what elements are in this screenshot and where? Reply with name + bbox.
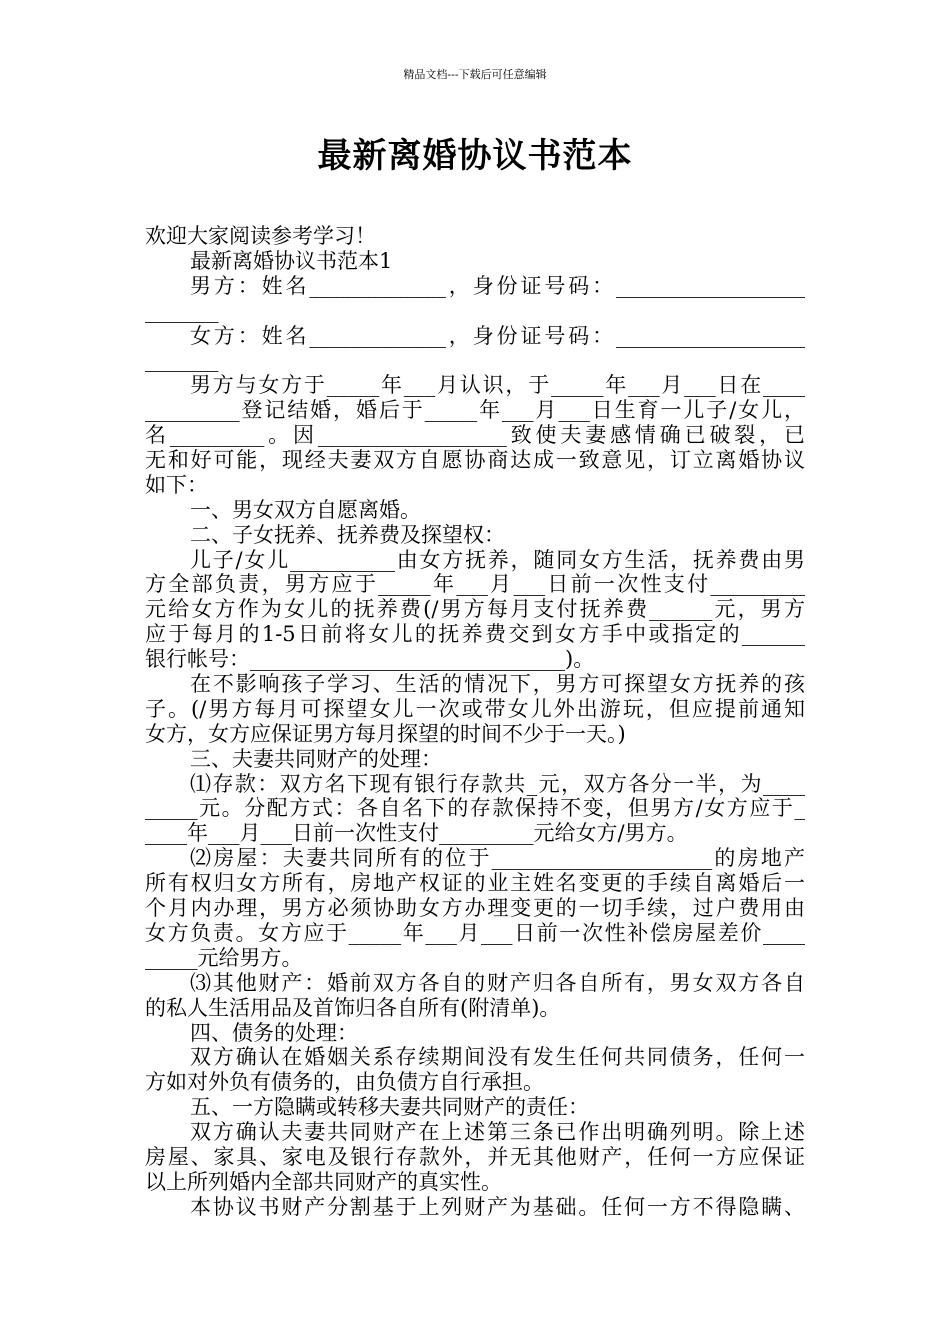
paragraph-line: 方全部负责，男方应于_____年___月___日前一次性支付_________	[145, 572, 805, 597]
document-title: 最新离婚协议书范本	[317, 136, 633, 176]
paragraph-line: 子。(/男方每月可探望女儿一次或带女儿外出游玩，但应提前通知	[145, 696, 805, 721]
paragraph-line: 个月内办理，男方必须协助女方办理变更的一切手续，过户费用由	[145, 896, 805, 921]
paragraph-line: 元给女方作为女儿的抚养费(/男方每月支付抚养费______元，男方	[145, 597, 805, 622]
paragraph-line: _______	[145, 348, 219, 373]
paragraph-line: 男方与女方于_____年___月认识，于_____年___月___日在____	[190, 373, 805, 398]
paragraph-line: ⑶其他财产：婚前双方各自的财产归各自所有，男女双方各自	[190, 970, 805, 995]
paragraph-line: 所有权归女方所有，房地产权证的业主姓名变更的手续自离婚后一	[145, 871, 805, 896]
paragraph-line: 女方负责。女方应于_____年___月___日前一次性补偿房屋差价____	[145, 920, 805, 945]
paragraph-line: 无和好可能，现经夫妻双方自愿协商达成一致意见，订立离婚协议	[145, 448, 805, 473]
paragraph-line: 名_________。因__________________致使夫妻感情确已破裂，已	[145, 423, 805, 448]
paragraph-line: _____元。分配方式：各自名下的存款保持不变，但男方/女方应于_	[145, 796, 805, 821]
paragraph-line: 一、男女双方自愿离婚。	[190, 497, 421, 522]
paragraph-line: _________登记结婚，婚后于_____年___月___日生育一儿子/女儿，	[145, 398, 805, 423]
paragraph-line: 方如对外负有债务的，由负债方自行承担。	[145, 1070, 544, 1095]
paragraph-line: 房屋、家具、家电及银行存款外，并无其他财产，任何一方应保证	[145, 1144, 805, 1169]
paragraph-line: 双方确认在婚姻关系存续期间没有发生任何共同债务，任何一	[190, 1045, 805, 1070]
paragraph-line: 女方：姓名_____________，身份证号码：__________________	[190, 323, 805, 348]
paragraph-line: 三、夫妻共同财产的处理：	[190, 746, 442, 771]
paragraph-line: 最新离婚协议书范本1	[190, 248, 393, 273]
paragraph-line: 儿子/女儿__________由女方抚养，随同女方生活，抚养费由男	[190, 547, 805, 572]
paragraph-line: 女方，女方应保证男方每月探望的时间不少于一天。)	[145, 721, 626, 746]
paragraph-line: 应于每月的1-5日前将女儿的抚养费交到女方手中或指定的______	[145, 622, 805, 647]
paragraph-line: 欢迎大家阅读参考学习！	[145, 224, 376, 248]
paragraph-line: 二、子女抚养、抚养费及探望权：	[190, 522, 505, 547]
paragraph-line: 本协议书财产分割基于上列财产为基础。任何一方不得隐瞒、	[190, 1194, 805, 1219]
paragraph-line: 如下：	[145, 472, 208, 497]
paragraph-line: _____元给男方。	[145, 945, 303, 970]
paragraph-line: ⑵房屋：夫妻共同所有的位于_____________________的房地产	[190, 846, 805, 871]
paragraph-line: 五、一方隐瞒或转移夫妻共同财产的责任：	[190, 1095, 589, 1120]
paragraph-line: 四、债务的处理：	[190, 1020, 358, 1045]
paragraph-line: 银行帐号：______________________________)。	[145, 647, 595, 672]
paragraph-line: 的私人生活用品及首饰归各自所有(附清单)。	[145, 995, 561, 1020]
paragraph-line: ⑴存款：双方名下现有银行存款共_元，双方各分一半，为____	[190, 771, 805, 796]
paragraph-line: _______	[145, 298, 219, 323]
paragraph-line: 以上所列婚内全部共同财产的真实性。	[145, 1169, 502, 1194]
paragraph-line: 在不影响孩子学习、生活的情况下，男方可探望女方抚养的孩	[190, 672, 805, 697]
paragraph-line: 男方：姓名_____________，身份证号码：__________________	[190, 273, 805, 298]
paragraph-line: ____年___月___日前一次性支付_________元给女方/男方。	[145, 821, 688, 846]
paragraph-line: 双方确认夫妻共同财产在上述第三条已作出明确列明。除上述	[190, 1120, 805, 1145]
page-header: 精品文档---下载后可任意编辑	[403, 68, 547, 81]
document-body	[145, 224, 805, 1220]
